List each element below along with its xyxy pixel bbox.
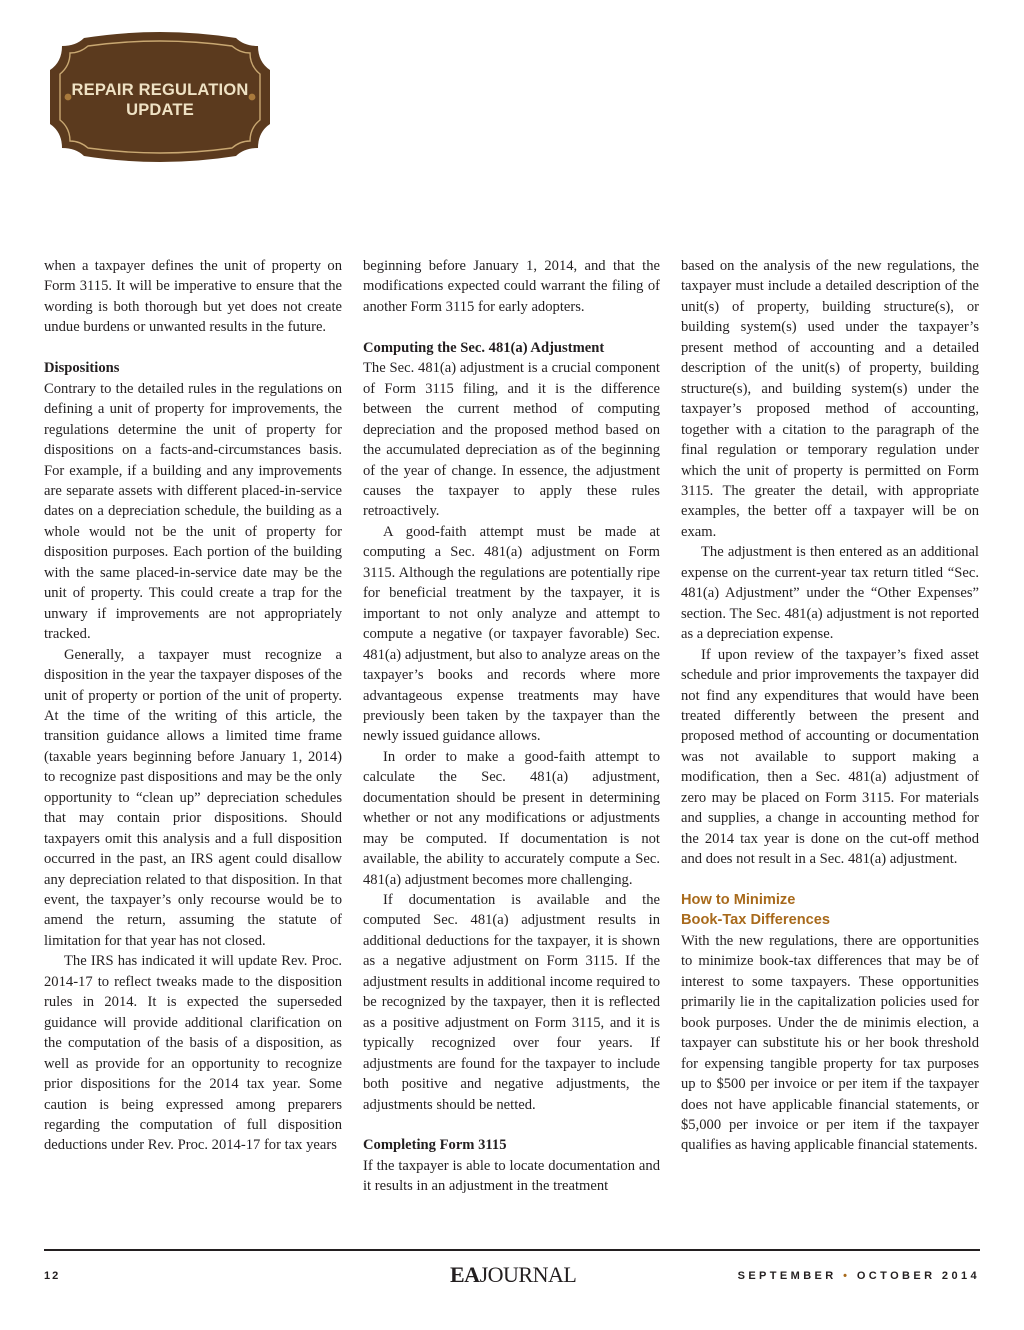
paragraph: beginning before January 1, 2014, and that the modifications expected could warrant the filing of another Form 3115 for early adopters. — [363, 258, 660, 315]
badge-title-line1: REPAIR REGULATION — [71, 81, 249, 99]
paragraph: Contrary to the detailed rules in the regulations on defining a unit of property for improvements, the regulations determine the unit of property for dispositions on a facts-and-circumstances basis. For example, if a building and any improvements are separate assets with different placed-in-service dates on a depreciation schedule, the building as a whole would not be the unit of property for disposition purposes. Each portion of the building with the same placed-in-service date may be the unit of property. This could create a trap for the unwary if improvements are not appropriately tracked. — [44, 380, 342, 643]
article-column-3 — [681, 256, 979, 1156]
issue-year: 2014 — [941, 1270, 980, 1282]
paragraph: In order to make a good-faith attempt to calculate the Sec. 481(a) adjustment, documentation should be present in determining whether or not any modifications or adjustments may be computed. If documentation is not available, the ability to accurately compute a Sec. 481(a) adjustment becomes more challenging. — [363, 748, 660, 888]
journal-logo — [450, 1262, 576, 1288]
paragraph: A good-faith attempt must be made at computing a Sec. 481(a) adjustment on Form 3115. Although the regulations are potentially ripe for beneficial treatment by the taxpayer, it is important to not only analyze and attempt to compute a negative (or taxpayer favorable) Sec. 481(a) adjustment, but also to analyze areas on the taxpayer’s books and records where more advantageous expense treatments may have previously been taken by the taxpayer than the newly issued guidance allows. — [363, 523, 660, 745]
paragraph: The Sec. 481(a) adjustment is a crucial component of Form 3115 filing, and it is the difference between the current method of computing depreciation and the proposed method based on the accumulated depreciation as of the beginning of the year of change. In essence, the adjustment causes the taxpayer to apply these rules retroactively. — [363, 360, 660, 520]
heading-line: Book-Tax Differences — [681, 912, 830, 929]
issue-separator: • — [843, 1270, 851, 1282]
repair-regulation-badge — [44, 32, 276, 162]
article-column-2 — [363, 256, 660, 1197]
paragraph: The adjustment is then entered as an additional expense on the current-year tax return titled “Sec. 481(a) Adjustment” under the “Other Expenses” section. The Sec. 481(a) adjustment is not reported as a depreciation expense. — [681, 544, 979, 643]
paragraph: With the new regulations, there are opportunities to minimize book-tax differences that may be of interest to some taxpayers. These opportunities primarily lie in the capitalization policies used for book purposes. Under the de minimis election, a taxpayer can substitute his or her book threshold for expensing tangible property for tax purposes up to $500 per invoice or per item if the taxpayer does not have applicable financial statements, or $5,000 per invoice or per item if the taxpayer qualifies as having applicable financial statements. — [681, 932, 979, 1154]
heading-completing-form: Completing Form 3115 — [363, 1137, 507, 1154]
badge-title-line2: UPDATE — [126, 101, 194, 119]
heading-minimize-book-tax — [681, 890, 979, 931]
heading-line: How to Minimize — [681, 892, 796, 909]
paragraph: If the taxpayer is able to locate documentation and it results in an adjustment in the treatment — [363, 1157, 660, 1195]
issue-month-1: SEPTEMBER — [737, 1270, 837, 1282]
paragraph: The IRS has indicated it will update Rev. Proc. 2014-17 to reflect tweaks made to the disposition rules in 2014. It is expected the superseded guidance will provide additional clarification on the computation of the basis of a disposition, as well as provide for an opportunity to recognize prior dispositions for the 2014 tax year. Some caution is being expressed among preparers regarding the computation of full disposition deductions under Rev. Proc. 2014-17 for tax years — [44, 953, 342, 1154]
heading-dispositions: Dispositions — [44, 360, 120, 377]
heading-computing-adjustment: Computing the Sec. 481(a) Adjustment — [363, 339, 605, 356]
paragraph: Generally, a taxpayer must recognize a disposition in the year the taxpayer disposes of the unit of property or portion of the unit of property. At the time of the writing of this article, the transition guidance allows a limited time frame (taxable years beginning before January 1, 2014) to recognize past dispositions and may be the only opportunity to “clean up” depreciation schedules that may contain prior dispositions. Should taxpayers omit this analysis and a full disposition occurred in the past, an IRS agent could disallow any depreciation related to that disposition. In that event, the taxpayer’s only recourse would be to amend the return, assuming the statute of limitation for that year has not closed. — [44, 646, 342, 949]
journal-logo-ea: EA — [450, 1262, 480, 1287]
paragraph: when a taxpayer defines the unit of property on Form 3115. It will be imperative to ensure that the wording is both thorough but yet does not create undue burdens or unwanted results in the future. — [44, 258, 342, 336]
article-column-1 — [44, 256, 342, 1156]
paragraph: based on the analysis of the new regulations, the taxpayer must include a detailed description of the unit(s) of property, building structure(s), or building system(s) used under the taxpayer’s present method of accounting and a detailed description of the unit(s) of property, building structure(s), and building system(s) under the taxpayer’s proposed method of accounting, together with a citation to the paragraph of the final regulation or temporary regulation under which the unit of property is permitted on Form 3115. The greater the detail, with appropriate examples, the better off a taxpayer will be on exam. — [681, 258, 979, 540]
footer-divider — [44, 1249, 980, 1251]
issue-date — [738, 1270, 980, 1282]
page-number: 12 — [44, 1270, 61, 1282]
issue-month-2: OCTOBER — [856, 1270, 936, 1282]
journal-logo-name: JOURNAL — [479, 1262, 577, 1287]
paragraph: If documentation is available and the computed Sec. 481(a) adjustment results in additional deductions for the taxpayer, it is shown as a negative adjustment on Form 3115. If the adjustment results in additional income required to be recognized by the taxpayer, then it is reflected as a positive adjustment on Form 3115, and it is typically recognized over four years. If adjustments are found for the taxpayer to include both positive and negative adjustments, the adjustments should be netted. — [363, 892, 660, 1113]
paragraph: If upon review of the taxpayer’s fixed asset schedule and prior improvements the taxpayer did not find any expenditures that would have been treated differently between the present and proposed method of accounting or documentation was not available to support making a modification, then a Sec. 481(a) adjustment of zero may be placed on Form 3115. For materials and supplies, a change in accounting method for the 2014 tax year is done on the cut-off method and does not result in a Sec. 481(a) adjustment. — [681, 646, 979, 868]
